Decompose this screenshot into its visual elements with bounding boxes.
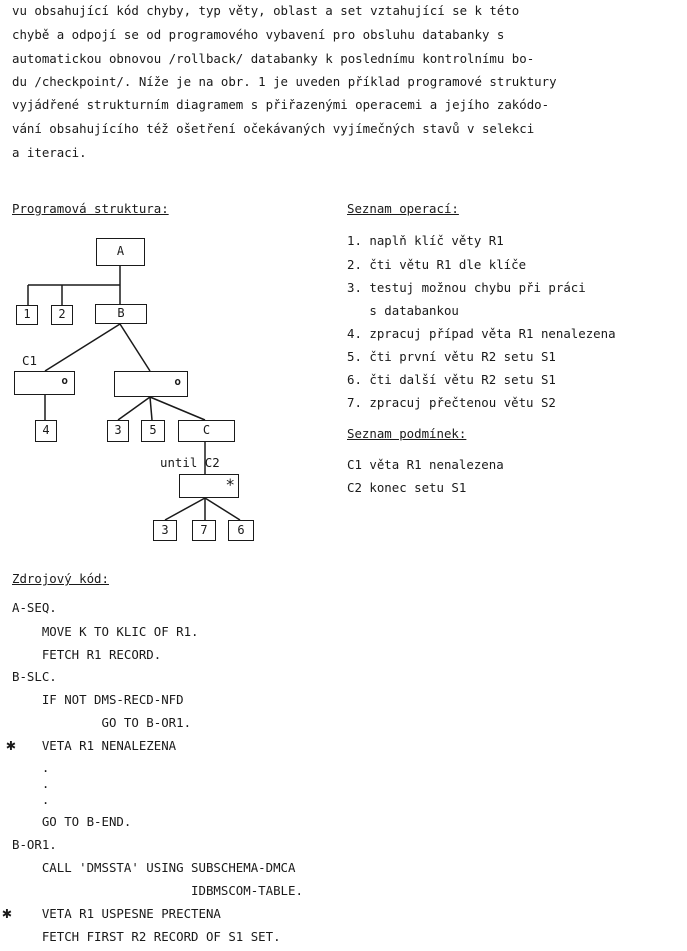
list-item: 2. čti větu R1 dle klíče — [347, 257, 527, 272]
conditions-heading: Seznam podmínek: — [347, 426, 467, 441]
code-line: VETA R1 NENALEZENA — [12, 738, 177, 753]
node-1: 1 — [16, 305, 38, 325]
code-line: . — [12, 760, 50, 775]
paragraph-line: vu obsahující kód chyby, typ věty, oblast a set vztahující se k této — [12, 3, 520, 18]
iteration-condition-label: until C2 — [160, 455, 220, 470]
paragraph-line: vání obsahujícího též ošetření očekávaných vyjímečných stavů v selekci — [12, 121, 535, 136]
node-b: B — [95, 304, 147, 324]
condition-c1-label: C1 — [22, 353, 37, 368]
code-line: GO TO B-END. — [12, 814, 132, 829]
bullet-star-icon: ✱ — [6, 735, 16, 754]
bullet-star-icon: ✱ — [2, 903, 12, 922]
code-line: B-OR1. — [12, 837, 57, 852]
code-line: IF NOT DMS-RECD-NFD — [12, 692, 184, 707]
code-line: . — [12, 776, 50, 791]
code-line: VETA R1 USPESNE PRECTENA — [12, 906, 221, 921]
list-item: 6. čti další větu R2 setu S1 — [347, 372, 556, 387]
node-6: 6 — [228, 520, 254, 541]
code-line: CALL 'DMSSTA' USING SUBSCHEMA-DMCA — [12, 860, 296, 875]
selection-box-else — [114, 371, 188, 397]
node-3: 3 — [153, 520, 177, 541]
list-item: 7. zpracuj přečtenou větu S2 — [347, 395, 556, 410]
code-line: B-SLC. — [12, 669, 57, 684]
node-a: A — [96, 238, 145, 266]
paragraph-line: a iteraci. — [12, 145, 87, 160]
list-item: 1. naplň klíč věty R1 — [347, 233, 504, 248]
code-line: IDBMSCOM-TABLE. — [12, 883, 303, 898]
iteration-star-icon: * — [225, 475, 235, 494]
paragraph-line: vyjádřené strukturním diagramem s přiřazenými operacemi a jejího zakódo- — [12, 97, 550, 112]
list-item: 4. zpracuj případ věta R1 nenalezena — [347, 326, 616, 341]
iteration-box — [179, 474, 239, 498]
code-line: GO TO B-OR1. — [12, 715, 192, 730]
node-7: 7 — [192, 520, 216, 541]
list-item: C1 věta R1 nenalezena — [347, 457, 504, 472]
list-item: 5. čti první větu R2 setu S1 — [347, 349, 556, 364]
list-item: 3. testuj možnou chybu při práci — [347, 280, 586, 295]
code-line: A-SEQ. — [12, 600, 57, 615]
structure-heading: Programová struktura: — [12, 201, 169, 216]
paragraph-line: du /checkpoint/. Níže je na obr. 1 je uveden příklad programové struktury — [12, 74, 557, 89]
source-heading: Zdrojový kód: — [12, 571, 109, 586]
selection-box-c1 — [14, 371, 75, 395]
operations-heading: Seznam operací: — [347, 201, 459, 216]
list-item: C2 konec setu S1 — [347, 480, 467, 495]
node-2: 2 — [51, 305, 73, 325]
selection-mark-icon: o — [61, 374, 68, 387]
node-4: 4 — [35, 420, 57, 442]
paragraph-line: chybě a odpojí se od programového vybavení pro obsluhu databanky s — [12, 27, 505, 42]
code-line: FETCH R1 RECORD. — [12, 647, 162, 662]
node-3: 3 — [107, 420, 129, 442]
code-line: MOVE K TO KLIC OF R1. — [12, 624, 199, 639]
node-5: 5 — [141, 420, 165, 442]
code-line: . — [12, 792, 50, 807]
list-item: s databankou — [347, 303, 459, 318]
paragraph-line: automatickou obnovou /rollback/ databanky k poslednímu kontrolnímu bo- — [12, 51, 535, 66]
node-c: C — [178, 420, 235, 442]
code-line: FETCH FIRST R2 RECORD OF S1 SET. — [12, 929, 281, 944]
selection-mark-icon: o — [174, 375, 181, 388]
